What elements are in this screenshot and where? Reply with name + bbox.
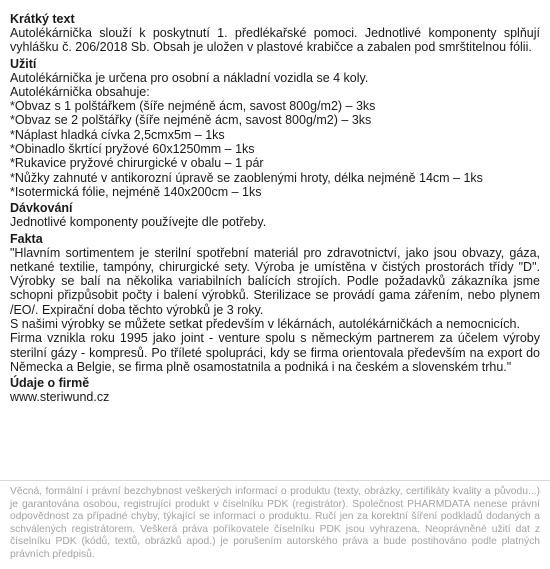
dosage-body: Jednotlivé komponenty používejte dle potřeby. (10, 215, 267, 230)
company-section (10, 376, 540, 404)
company-web: www.steriwund.cz (10, 390, 110, 405)
short-text-body: Autolékárnička slouží k poskytnutí 1. předlékařské pomoci. Jednotlivé komponenty splňují vyhlášku č. 206/2018 Sb. Obsah je uložen v plastové krabičce a zabalen pod smrštitelnou fólii. (10, 26, 540, 55)
usage-contains-label: Autolékárnička obsahuje: (10, 84, 150, 99)
facts-section (10, 232, 540, 375)
usage-item: *Náplast hladká cívka 2,5cmx5m – 1ks (10, 127, 225, 142)
usage-item: *Obinadlo škrtící pryžové 60x1250mm – 1ks (10, 142, 255, 157)
divider (0, 480, 550, 481)
section-title-dosage: Dávkování (10, 201, 73, 216)
usage-item: *Obvaz s 1 polštářkem (šíře nejméně ácm, savost 800g/m2) – 3ks (10, 99, 376, 114)
section-title-usage: Užití (10, 56, 37, 71)
usage-item: *Isotermická fólie, nejméně 140x200cm – 1ks (10, 184, 262, 199)
usage-item: *Obvaz se 2 polštářky (šíře nejméně ácm, savost 800g/m2) – 3ks (10, 113, 372, 128)
short-text-section (10, 12, 540, 55)
dosage-section (10, 201, 540, 229)
facts-paragraph: "Hlavním sortimentem je sterilní spotřební materiál pro zdravotnictví, jako jsou obvazy, gáza, netkané textilie, tampóny, chirurgické sety. Výroba je umístěna v čistých prostorách třídy "D". Výrobky se balí na několika variabilních balících strojích. Podle požadavků zákazníka jsme schopni přizpůsobit počty i balení výrobků. Sterilizace se provádí gama zářením, nebo plynem /EO/. Expirační doba těchto výrobků je 3 roky. (10, 245, 540, 317)
section-title-short-text: Krátký text (10, 12, 75, 26)
usage-intro: Autolékárnička je určena pro osobní a nákladní vozidla se 4 koly. (10, 70, 369, 85)
section-title-company: Údaje o firmě (10, 376, 90, 391)
facts-paragraph: Firma vznikla roku 1995 jako joint - venture spolu s německým partnerem za účelem výroby sterilní gázy - kompresů. Po tříleté spolupráci, kdy se firma orientovala především na export do Německa a Belgie, se firma plně osamostatnila a podniká i na českém a slovenském trhu." (10, 331, 540, 374)
usage-item: *Nůžky zahnuté v antikorozní úpravě se zaoblenými hroty, délka nejméně 14cm – 1ks (10, 170, 483, 185)
section-title-facts: Fakta (10, 231, 43, 246)
facts-paragraph: S našimi výrobky se můžete setkat především v lékárnách, autolékárničkách a nemocnicích. (10, 317, 520, 332)
disclaimer-text: Věcná, formální i právní bezchybnost veškerých informací o produktu (texty, obrázky, certifikáty kvality a původu...) je garantována osobou, registrující produkt v číselníku PDK (registrátor). Společnost PHARMDATA nenese právní odpovědnost za případné chyby, týkající se informací o produktu. Ručí jen za korektní šíření podkladů dodaných a schválených registrátorem. Veškerá práva poříkovatele číselníku PDK jsou vyhrazena. Neoprávněné užití dat z číselníku PDK (kódů, textů, obrázků apod.) je porušením autorského práva a bude postihováno podle platných právních předpisů. (10, 486, 540, 560)
usage-item: *Rukavice pryžové chirurgické v obalu – 1 pár (10, 156, 264, 171)
usage-section (10, 57, 540, 200)
